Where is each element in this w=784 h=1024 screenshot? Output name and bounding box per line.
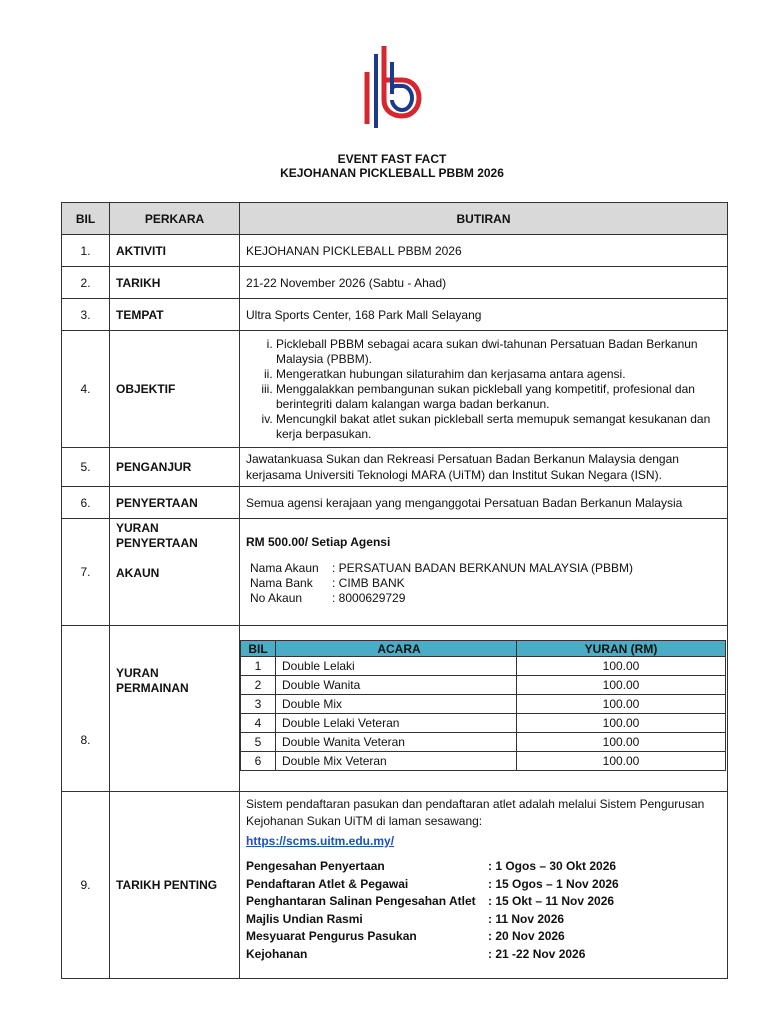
date-value: : 21 -22 Nov 2026 [488, 946, 586, 961]
fee-acara: Double Lelaki Veteran [276, 714, 517, 733]
fee-acara: Double Lelaki [276, 657, 517, 676]
date-label: Pengesahan Penyertaan [246, 859, 385, 873]
table-row [241, 676, 726, 695]
list-item: i. Pickleball PBBM sebagai acara sukan dwi-tahunan Persatuan Badan Berkanun Malaysia (PBBM). [276, 337, 721, 367]
row-perkara: TARIKH [110, 267, 240, 299]
fee-acara: Double Mix Veteran [276, 752, 517, 771]
fees-header-yuran: YURAN (RM) [517, 641, 726, 657]
table-row [62, 448, 728, 487]
table-header-row [62, 203, 728, 235]
account-value: : CIMB BANK [332, 576, 405, 590]
row-bil: 4. [62, 331, 110, 448]
row-bil: 9. [62, 792, 110, 979]
date-value: : 15 Okt – 11 Nov 2026 [488, 894, 615, 908]
table-row [241, 752, 726, 771]
fee-no: 6 [241, 752, 276, 771]
perkara-akaun: AKAUN [116, 566, 160, 580]
row-butiran: Jawatankuasa Sukan dan Rekreasi Persatuan Badan Berkanun Malaysia dengan kerjasama Universiti Teknologi MARA (UiTM) dan Institut Sukan Negara (ISN). [240, 448, 728, 487]
row-perkara-stack [110, 519, 240, 626]
row-butiran: KEJOHANAN PICKLEBALL PBBM 2026 [240, 235, 728, 267]
row-bil: 6. [62, 487, 110, 519]
fee-yuran: 100.00 [517, 657, 726, 676]
header-perkara: PERKARA [110, 203, 240, 235]
fee-no: 3 [241, 695, 276, 714]
table-row [241, 695, 726, 714]
list-item: iv. Mencungkil bakat atlet sukan pickleball serta memupuk semangat kesukanan dan kerja berpasukan. [276, 412, 721, 442]
date-value: : 15 Ogos – 1 Nov 2026 [488, 876, 619, 891]
header-bil: BIL [62, 203, 110, 235]
fees-header-row [241, 641, 726, 657]
account-label: Nama Akaun [250, 561, 319, 575]
row-bil: 8. [62, 626, 110, 792]
row-bil: 1. [62, 235, 110, 267]
row-butiran: 21-22 November 2026 (Sabtu - Ahad) [240, 267, 728, 299]
row-perkara: PENYERTAAN [110, 487, 240, 519]
fee-no: 2 [241, 676, 276, 695]
fee-yuran: 100.00 [517, 695, 726, 714]
registration-intro: Sistem pendaftaran pasukan dan pendaftaran atlet adalah melalui Sistem Pengurusan Kejohanan Sukan UiTM di laman sesawang: [246, 797, 705, 828]
fact-table [61, 202, 728, 979]
table-row [62, 235, 728, 267]
account-label: No Akaun [250, 591, 303, 605]
objektif-list [246, 337, 721, 442]
row-perkara: PENGANJUR [110, 448, 240, 487]
doc-title: EVENT FAST FACT [337, 152, 447, 166]
row-butiran: Semua agensi kerajaan yang menganggotai Persatuan Badan Berkanun Malaysia [240, 487, 728, 519]
date-label: Kejohanan [246, 946, 308, 961]
fee-no: 4 [241, 714, 276, 733]
table-row [62, 299, 728, 331]
table-row [62, 331, 728, 448]
fees-cell [240, 626, 728, 792]
date-label: Majlis Undian Rasmi [246, 911, 363, 926]
scms-link[interactable]: https://scms.uitm.edu.my/ [246, 834, 395, 848]
date-value: : 1 Ogos – 30 Okt 2026 [488, 859, 617, 873]
account-label: Nama Bank [250, 576, 313, 590]
date-label: Pendaftaran Atlet & Pegawai [246, 876, 409, 891]
row-perkara: OBJEKTIF [110, 331, 240, 448]
fees-table [240, 640, 726, 771]
fee-no: 5 [241, 733, 276, 752]
fee-yuran: 100.00 [517, 733, 726, 752]
date-value: : 20 Nov 2026 [488, 929, 565, 943]
row-perkara: AKTIVITI [110, 235, 240, 267]
table-row [62, 626, 728, 792]
fees-header-acara: ACARA [276, 641, 517, 657]
row-bil: 7. [62, 519, 110, 626]
header-butiran: BUTIRAN [240, 203, 728, 235]
table-row [62, 792, 728, 979]
table-row [241, 714, 726, 733]
fee-yuran: 100.00 [517, 714, 726, 733]
account-value: : 8000629729 [332, 591, 406, 605]
row-bil: 3. [62, 299, 110, 331]
table-row [62, 267, 728, 299]
table-row [241, 733, 726, 752]
row-perkara [110, 626, 240, 792]
pbbm-logo [362, 40, 424, 128]
doc-subtitle: KEJOHANAN PICKLEBALL PBBM 2026 [280, 166, 504, 180]
fees-header-bil: BIL [241, 641, 276, 657]
important-dates [246, 858, 721, 963]
perkara-yuran-permainan: YURAN PERMAINAN [116, 666, 189, 695]
list-item: ii. Mengeratkan hubungan silaturahim dan kerjasama antara agensi. [276, 367, 721, 382]
row-perkara: TARIKH PENTING [110, 792, 240, 979]
table-row [241, 657, 726, 676]
table-row [62, 487, 728, 519]
akaun-cell [240, 519, 728, 626]
date-label: Penghantaran Salinan Pengesahan Atlet [246, 894, 476, 908]
fee-amount: RM 500.00/ Setiap Agensi [246, 535, 391, 549]
fee-yuran: 100.00 [517, 752, 726, 771]
row-bil: 5. [62, 448, 110, 487]
row-bil: 2. [62, 267, 110, 299]
row-perkara: TEMPAT [110, 299, 240, 331]
fee-acara: Double Wanita [276, 676, 517, 695]
fee-no: 1 [241, 657, 276, 676]
fee-yuran: 100.00 [517, 676, 726, 695]
perkara-yuran-penyertaan: YURAN PENYERTAAN [116, 521, 198, 550]
row-butiran: Ultra Sports Center, 168 Park Mall Selayang [240, 299, 728, 331]
account-value: : PERSATUAN BADAN BERKANUN MALAYSIA (PBBM) [332, 561, 633, 575]
list-item: iii. Menggalakkan pembangunan sukan pickleball yang kompetitif, profesional dan berintegriti dalam kalangan warga badan berkanun. [276, 382, 721, 412]
tarikh-penting-cell [240, 792, 728, 979]
fee-acara: Double Mix [276, 695, 517, 714]
table-row [62, 519, 728, 626]
objektif-cell [240, 331, 728, 448]
date-label: Mesyuarat Pengurus Pasukan [246, 929, 417, 943]
fee-acara: Double Wanita Veteran [276, 733, 517, 752]
date-value: : 11 Nov 2026 [488, 911, 565, 926]
account-details [250, 561, 721, 606]
